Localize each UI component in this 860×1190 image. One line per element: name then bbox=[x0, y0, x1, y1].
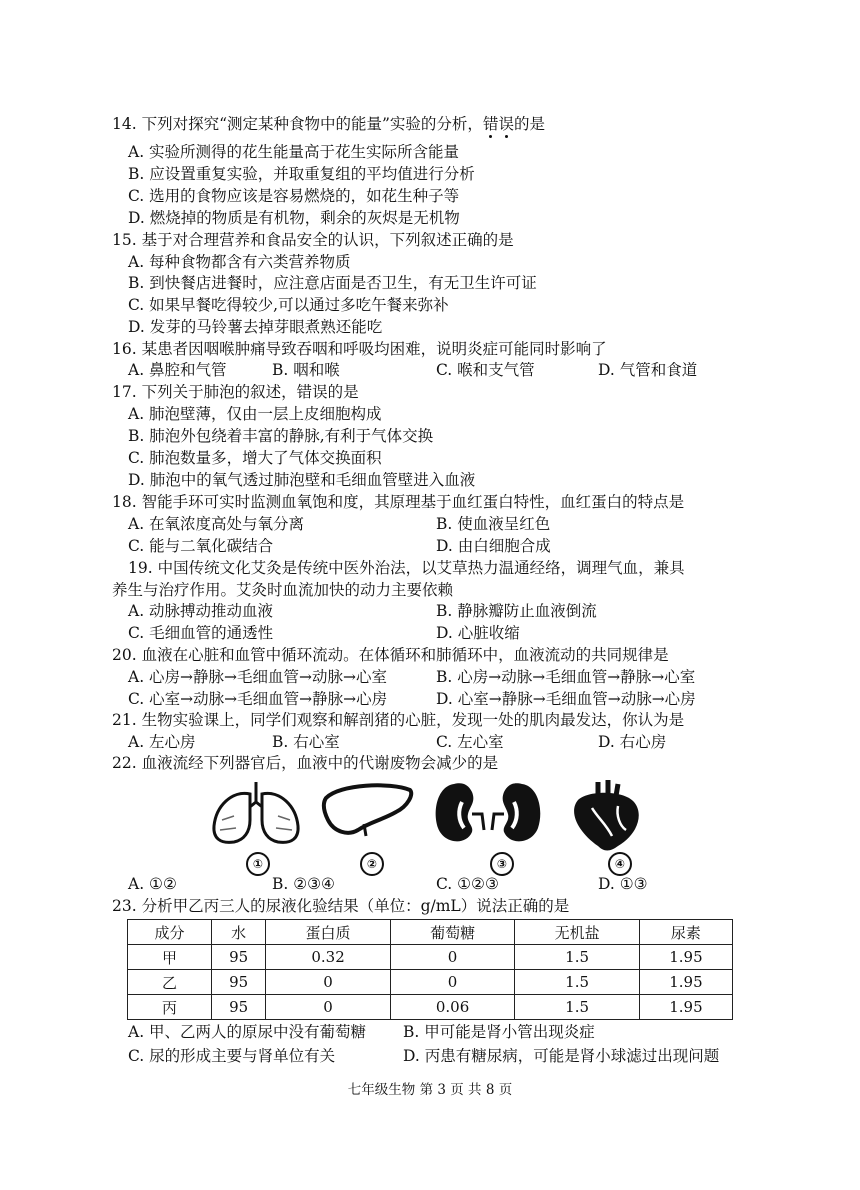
liver-icon bbox=[320, 780, 416, 850]
table-header: 无机盐 bbox=[515, 920, 640, 945]
question-17-option-a: A. 肺泡壁薄，仅由一层上皮细胞构成 bbox=[128, 405, 382, 423]
question-16-option-b: B. 咽和喉 bbox=[272, 361, 340, 379]
table-cell: 丙 bbox=[128, 995, 212, 1020]
question-14-stem: 14. 下列对探究“测定某种食物中的能量”实验的分析，错误 的是 bbox=[112, 113, 545, 135]
question-17-option-b: B. 肺泡外包绕着丰富的静脉,有利于气体交换 bbox=[128, 427, 434, 445]
table-cell: 1.95 bbox=[639, 970, 732, 995]
heart-icon bbox=[568, 780, 644, 854]
question-22-option-c: C. ①②③ bbox=[436, 875, 499, 893]
question-19-option-c: C. 毛细血管的通透性 bbox=[128, 624, 274, 642]
question-17-option-c: C. 肺泡数量多，增大了气体交换面积 bbox=[128, 449, 382, 467]
question-23-option-b: B. 甲可能是肾小管出现炎症 bbox=[403, 1023, 595, 1041]
table-cell: 95 bbox=[211, 995, 265, 1020]
question-21-stem: 21. 生物实验课上，同学们观察和解剖猪的心脏，发现一处的肌肉最发达，你认为是 bbox=[112, 711, 685, 729]
table-header: 葡萄糖 bbox=[390, 920, 515, 945]
question-19-option-b: B. 静脉瓣防止血液倒流 bbox=[436, 602, 597, 620]
table-cell: 1.5 bbox=[515, 995, 640, 1020]
question-23-option-d: D. 丙患有糖尿病，可能是肾小球滤过出现问题 bbox=[403, 1047, 720, 1065]
emphasis-mark: 错误 bbox=[483, 115, 514, 133]
question-15-option-b: B. 到快餐店进餐时，应注意店面是否卫生，有无卫生许可证 bbox=[128, 274, 537, 292]
table-row bbox=[128, 970, 733, 995]
question-19-option-a: A. 动脉搏动推动血液 bbox=[128, 602, 274, 620]
table-header-row bbox=[128, 920, 733, 945]
question-20-option-d: D. 心室→静脉→毛细血管→动脉→心房 bbox=[436, 690, 696, 708]
question-22-option-b: B. ②③④ bbox=[272, 875, 335, 893]
question-20-stem: 20. 血液在心脏和血管中循环流动。在体循环和肺循环中，血液流动的共同规律是 bbox=[112, 646, 669, 664]
question-21-option-d: D. 右心房 bbox=[598, 733, 667, 751]
question-20-option-a: A. 心房→静脉→毛细血管→动脉→心室 bbox=[128, 668, 387, 686]
table-header: 水 bbox=[211, 920, 265, 945]
label-2: ② bbox=[360, 852, 384, 876]
table-cell: 1.5 bbox=[515, 970, 640, 995]
question-14-option-d: D. 燃烧掉的物质是有机物，剩余的灰烬是无机物 bbox=[128, 209, 460, 227]
question-16-option-a: A. 鼻腔和气管 bbox=[128, 361, 227, 379]
table-cell: 甲 bbox=[128, 945, 212, 970]
table-header: 尿素 bbox=[639, 920, 732, 945]
question-20-option-b: B. 心房→动脉→毛细血管→静脉→心室 bbox=[436, 668, 696, 686]
table-cell: 1.5 bbox=[515, 945, 640, 970]
question-17-option-d: D. 肺泡中的氧气透过肺泡壁和毛细血管壁进入血液 bbox=[128, 471, 476, 489]
question-18-option-a: A. 在氧浓度高处与氧分离 bbox=[128, 515, 305, 533]
question-21-option-c: C. 左心室 bbox=[436, 733, 504, 751]
urine-results-table bbox=[127, 919, 733, 1020]
question-19-option-d: D. 心脏收缩 bbox=[436, 624, 520, 642]
kidneys-icon bbox=[432, 780, 544, 850]
question-16-stem: 16. 某患者因咽喉肿痛导致吞咽和呼吸均困难，说明炎症可能同时影响了 bbox=[112, 340, 607, 358]
question-23-option-a: A. 甲、乙两人的原尿中没有葡萄糖 bbox=[128, 1023, 367, 1041]
question-18-stem: 18. 智能手环可实时监测血氧饱和度，其原理基于血红蛋白特性，血红蛋白的特点是 bbox=[112, 493, 685, 511]
table-cell: 95 bbox=[211, 945, 265, 970]
table-cell: 95 bbox=[211, 970, 265, 995]
question-17-stem: 17. 下列关于肺泡的叙述，错误的是 bbox=[112, 383, 359, 401]
table-cell: 0.06 bbox=[390, 995, 515, 1020]
label-4: ④ bbox=[608, 852, 632, 876]
organ-figures bbox=[210, 780, 650, 870]
question-21-option-b: B. 右心室 bbox=[272, 733, 340, 751]
question-16-option-d: D. 气管和食道 bbox=[598, 361, 698, 379]
table-cell: 0 bbox=[390, 945, 515, 970]
question-23-option-c: C. 尿的形成主要与肾单位有关 bbox=[128, 1047, 336, 1065]
question-15-option-a: A. 每种食物都含有六类营养物质 bbox=[128, 253, 351, 271]
question-22-stem: 22. 血液流经下列器官后，血液中的代谢废物会减少的是 bbox=[112, 754, 499, 772]
question-18-option-d: D. 由白细胞合成 bbox=[436, 537, 551, 555]
table-cell: 1.95 bbox=[639, 995, 732, 1020]
question-15-option-c: C. 如果早餐吃得较少,可以通过多吃午餐来弥补 bbox=[128, 296, 449, 314]
label-1: ① bbox=[246, 852, 270, 876]
question-15-option-d: D. 发芽的马铃薯去掉芽眼煮熟还能吃 bbox=[128, 318, 383, 336]
table-cell: 0 bbox=[266, 995, 391, 1020]
table-row bbox=[128, 945, 733, 970]
question-21-option-a: A. 左心房 bbox=[128, 733, 196, 751]
question-18-option-b: B. 使血液呈红色 bbox=[436, 515, 551, 533]
table-cell: 乙 bbox=[128, 970, 212, 995]
question-14-option-b: B. 应设置重复实验，并取重复组的平均值进行分析 bbox=[128, 165, 475, 183]
question-22-option-d: D. ①③ bbox=[598, 875, 648, 893]
question-22-option-a: A. ①② bbox=[128, 875, 177, 893]
question-18-option-c: C. 能与二氧化碳结合 bbox=[128, 537, 274, 555]
table-header: 蛋白质 bbox=[266, 920, 391, 945]
question-14-option-a: A. 实验所测得的花生能量高于花生实际所含能量 bbox=[128, 143, 460, 161]
label-3: ③ bbox=[490, 852, 514, 876]
question-23-stem: 23. 分析甲乙丙三人的尿液化验结果（单位：g/mL）说法正确的是 bbox=[112, 897, 570, 915]
question-15-stem: 15. 基于对合理营养和食品安全的认识，下列叙述正确的是 bbox=[112, 231, 514, 249]
question-20-option-c: C. 心室→动脉→毛细血管→静脉→心房 bbox=[128, 690, 388, 708]
table-row bbox=[128, 995, 733, 1020]
question-16-option-c: C. 喉和支气管 bbox=[436, 361, 535, 379]
question-19-stem-line2: 养生与治疗作用。艾灸时血流加快的动力主要依赖 bbox=[112, 581, 454, 599]
page-footer: 七年级生物 第 3 页 共 8 页 bbox=[347, 1082, 513, 1098]
lungs-icon bbox=[210, 780, 302, 850]
table-cell: 0.32 bbox=[266, 945, 391, 970]
table-header: 成分 bbox=[128, 920, 212, 945]
question-19-stem-line1: 19. 中国传统文化艾灸是传统中医外治法，以艾草热力温通经络，调理气血，兼具 bbox=[128, 559, 685, 577]
table-cell: 1.95 bbox=[639, 945, 732, 970]
table-cell: 0 bbox=[266, 970, 391, 995]
question-14-option-c: C. 选用的食物应该是容易燃烧的，如花生种子等 bbox=[128, 187, 460, 205]
table-cell: 0 bbox=[390, 970, 515, 995]
